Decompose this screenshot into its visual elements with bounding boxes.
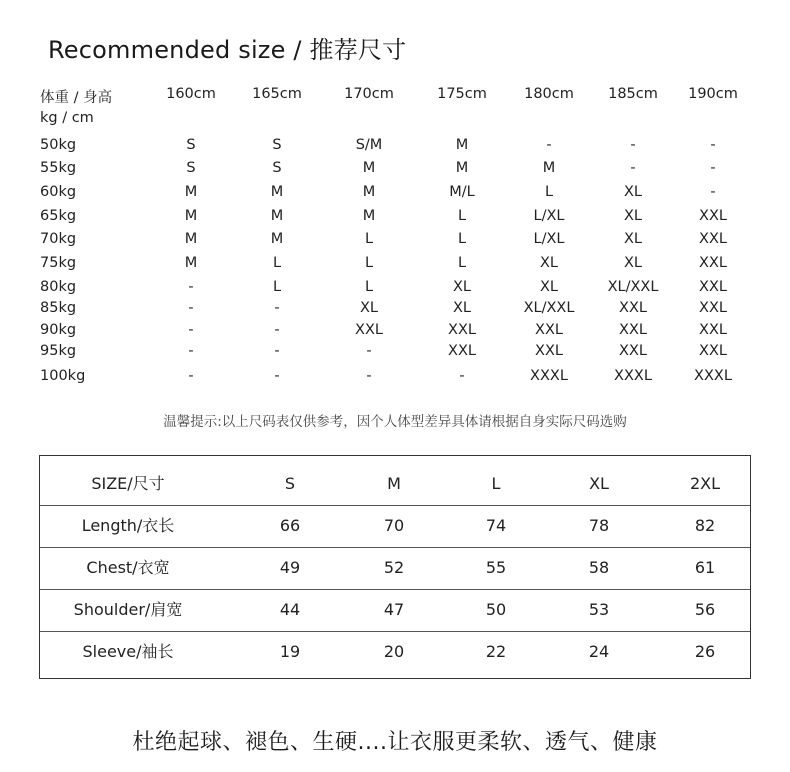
size-cell: M: [184, 208, 198, 224]
weight-label: 85kg: [40, 300, 77, 316]
height-header: 185cm: [608, 86, 658, 102]
measure-value: 52: [383, 558, 405, 577]
size-cell: XXL: [535, 343, 563, 359]
size-cell: L: [364, 279, 374, 295]
measure-label: Length/衣长: [81, 516, 175, 535]
size-table-row: [40, 547, 750, 590]
size-cell: L/XL: [533, 231, 565, 247]
size-cell: M: [455, 160, 469, 176]
measure-value: 47: [383, 600, 405, 619]
measure-label: Chest/衣宽: [86, 558, 170, 577]
height-header: 170cm: [344, 86, 394, 102]
size-cell: XXL: [699, 322, 727, 338]
size-cell: XXXL: [694, 368, 732, 384]
size-cell: -: [188, 343, 194, 359]
size-cell: L/XL: [533, 208, 565, 224]
size-cell: L: [457, 255, 467, 271]
measure-value: 2XL: [689, 474, 721, 493]
size-cell: S: [186, 160, 196, 176]
size-cell: -: [630, 160, 636, 176]
size-cell: XL: [452, 300, 472, 316]
size-cell: L: [272, 279, 282, 295]
size-cell: XXXL: [614, 368, 652, 384]
size-cell: L: [364, 255, 374, 271]
size-cell: S/M: [355, 137, 383, 153]
measure-value: M: [387, 474, 401, 493]
size-cell: L: [272, 255, 282, 271]
size-cell: -: [710, 184, 716, 200]
measure-value: 61: [694, 558, 716, 577]
size-cell: M: [542, 160, 556, 176]
size-cell: M: [270, 208, 284, 224]
measure-value: 66: [279, 516, 301, 535]
measure-value: 70: [383, 516, 405, 535]
size-cell: M/L: [449, 184, 475, 200]
size-cell: M: [362, 184, 376, 200]
measure-value: 26: [694, 642, 716, 661]
height-header: 190cm: [688, 86, 738, 102]
measure-value: XL: [589, 474, 609, 493]
weight-label: 75kg: [40, 255, 77, 271]
measure-value: 56: [694, 600, 716, 619]
size-cell: -: [188, 279, 194, 295]
size-cell: S: [186, 137, 196, 153]
size-cell: XL: [452, 279, 472, 295]
height-header: 175cm: [437, 86, 487, 102]
size-table-row: [40, 589, 750, 632]
size-cell: M: [270, 184, 284, 200]
measure-value: 20: [383, 642, 405, 661]
weight-label: 65kg: [40, 208, 77, 224]
height-header: 165cm: [252, 86, 302, 102]
size-cell: M: [184, 184, 198, 200]
size-table: [39, 455, 751, 679]
size-cell: XXL: [448, 322, 476, 338]
size-table-row: [40, 631, 750, 673]
measure-value: 24: [588, 642, 610, 661]
size-cell: L: [544, 184, 554, 200]
size-cell: XXL: [699, 255, 727, 271]
weight-label: 100kg: [40, 368, 86, 384]
size-cell: M: [362, 208, 376, 224]
size-cell: XXXL: [530, 368, 568, 384]
weight-label: 80kg: [40, 279, 77, 295]
weight-label: 95kg: [40, 343, 77, 359]
size-cell: XL/XXL: [607, 279, 659, 295]
measure-value: 74: [485, 516, 507, 535]
measure-label: Shoulder/肩宽: [73, 600, 183, 619]
size-cell: -: [188, 300, 194, 316]
size-cell: XL: [623, 231, 643, 247]
size-cell: -: [546, 137, 552, 153]
size-cell: XXL: [535, 322, 563, 338]
recommend-header: [40, 88, 112, 128]
size-tip: 温馨提示:以上尺码表仅供参考，因个人体型差异具体请根据自身实际尺码选购: [163, 414, 627, 430]
size-cell: XXL: [699, 208, 727, 224]
size-table-row: [40, 505, 750, 548]
size-cell: XL: [359, 300, 379, 316]
size-cell: L: [457, 231, 467, 247]
bottom-slogan: 杜绝起球、褪色、生硬....让衣服更柔软、透气、健康: [132, 730, 658, 755]
size-cell: XL: [623, 184, 643, 200]
size-table-header: [40, 463, 750, 506]
measure-label: SIZE/尺寸: [91, 474, 165, 493]
size-cell: XL: [623, 208, 643, 224]
measure-value: 49: [279, 558, 301, 577]
page-title: Recommended size / 推荐尺寸: [48, 36, 407, 64]
measure-value: 82: [694, 516, 716, 535]
measure-value: 55: [485, 558, 507, 577]
weight-label: 55kg: [40, 160, 77, 176]
measure-value: 44: [279, 600, 301, 619]
size-cell: XXL: [619, 300, 647, 316]
size-cell: L: [364, 231, 374, 247]
weight-label: 90kg: [40, 322, 77, 338]
size-cell: S: [272, 137, 282, 153]
size-cell: XXL: [699, 231, 727, 247]
measure-value: 19: [279, 642, 301, 661]
weight-label: 70kg: [40, 231, 77, 247]
size-cell: -: [274, 300, 280, 316]
measure-value: 50: [485, 600, 507, 619]
weight-label: 60kg: [40, 184, 77, 200]
measure-value: 78: [588, 516, 610, 535]
size-cell: M: [362, 160, 376, 176]
size-cell: -: [274, 368, 280, 384]
size-cell: M: [455, 137, 469, 153]
measure-value: 58: [588, 558, 610, 577]
measure-label: Sleeve/袖长: [82, 642, 174, 661]
size-cell: XXL: [619, 322, 647, 338]
size-cell: -: [188, 322, 194, 338]
size-cell: XXL: [619, 343, 647, 359]
weight-label: 50kg: [40, 137, 77, 153]
size-cell: -: [188, 368, 194, 384]
size-cell: XL: [539, 279, 559, 295]
size-cell: -: [459, 368, 465, 384]
size-cell: XXL: [448, 343, 476, 359]
size-cell: -: [366, 368, 372, 384]
size-cell: XXL: [355, 322, 383, 338]
measure-value: S: [284, 474, 296, 493]
size-cell: M: [184, 231, 198, 247]
size-cell: L: [457, 208, 467, 224]
size-cell: S: [272, 160, 282, 176]
height-header: 180cm: [524, 86, 574, 102]
header-units: kg / cm: [40, 110, 94, 126]
size-cell: M: [270, 231, 284, 247]
size-cell: XXL: [699, 300, 727, 316]
size-cell: -: [366, 343, 372, 359]
size-cell: XXL: [699, 343, 727, 359]
size-cell: XL: [539, 255, 559, 271]
size-cell: -: [274, 343, 280, 359]
measure-value: L: [491, 474, 501, 493]
height-header: 160cm: [166, 86, 216, 102]
size-cell: XXL: [699, 279, 727, 295]
size-cell: -: [274, 322, 280, 338]
size-cell: -: [710, 160, 716, 176]
measure-value: 22: [485, 642, 507, 661]
size-cell: XL/XXL: [523, 300, 575, 316]
measure-value: 53: [588, 600, 610, 619]
size-cell: -: [630, 137, 636, 153]
size-cell: -: [710, 137, 716, 153]
size-cell: M: [184, 255, 198, 271]
size-cell: XL: [623, 255, 643, 271]
header-weight-height: 体重 / 身高: [40, 90, 113, 106]
